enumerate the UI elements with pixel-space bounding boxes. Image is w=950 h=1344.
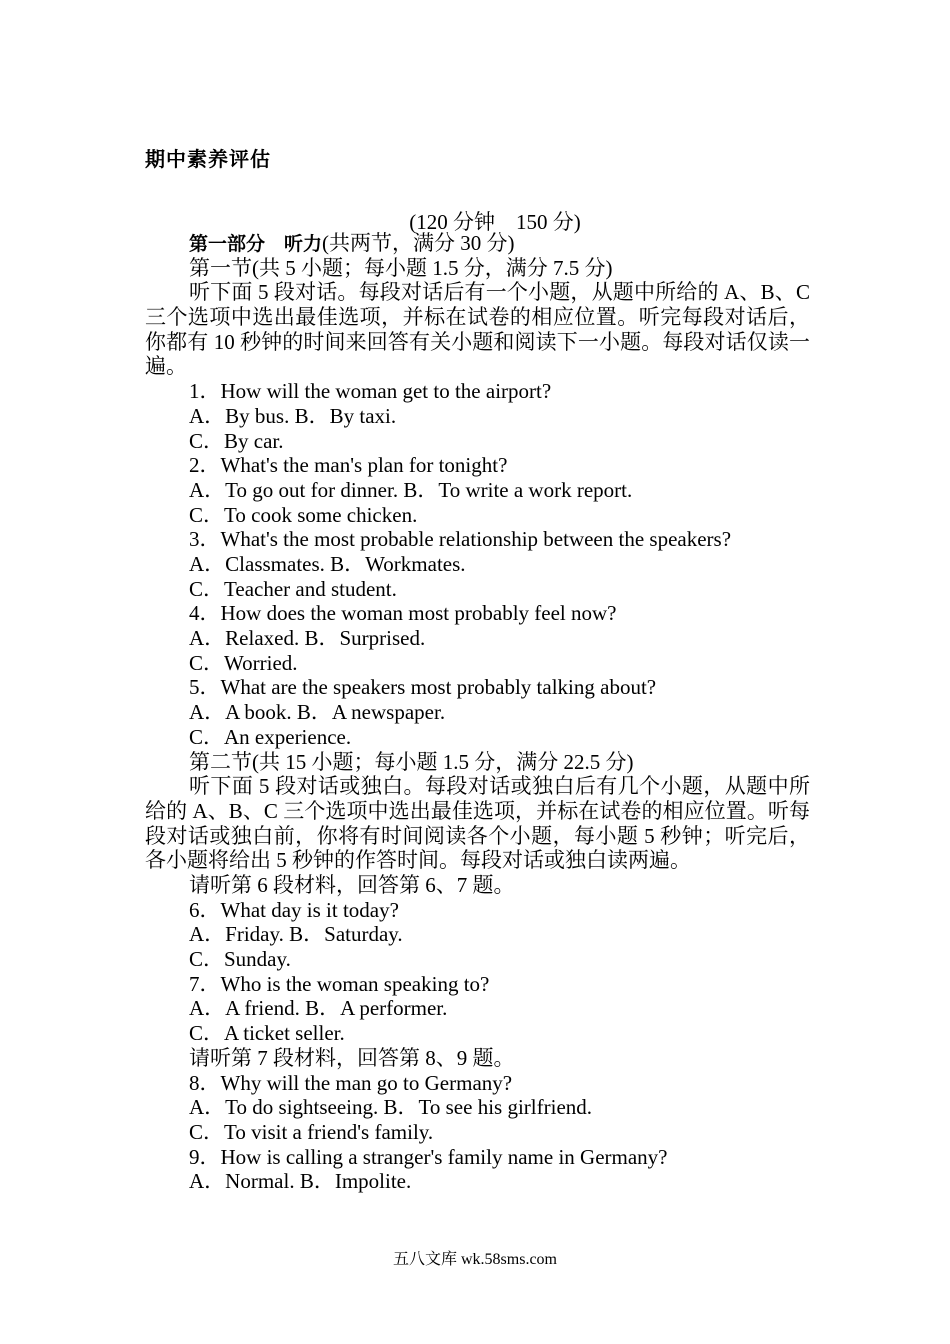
question-8-options-ab: A．To do sightseeing. B．To see his girlfriend. [189,1095,593,1120]
section1-instructions: 听下面 5 段对话。每段对话后有一个小题，从题中所给的 A、B、C 三个选项中选出最佳选项，并标在试卷的相应位置。听完每段对话后，你都有 10 秒钟的时间来回答有关小题和阅读下一小题。每段对话仅读一遍。 [145,280,810,379]
question-2-options-ab: A．To go out for dinner. B．To write a work report. [189,477,633,502]
material-7-note: 请听第 7 段材料，回答第 8、9 题。 [189,1045,515,1070]
section1-heading: 第一节(共 5 小题；每小题 1.5 分，满分 7.5 分) [189,255,613,280]
question-3: 3．What's the most probable relationship between the speakers? [189,527,732,552]
question-7: 7．Who is the woman speaking to? [189,971,490,996]
material-6-note: 请听第 6 段材料，回答第 6、7 题。 [189,873,515,897]
document-body [145,231,810,1194]
section2-instructions: 听下面 5 段对话或独白。每段对话或独白后有几个小题，从题中所给的 A、B、C 三个选项中选出最佳选项，并标在试卷的相应位置。听每段对话或独白前，你将有时间阅读各个小题，每小题 5 秒钟；听完后，各小题将给出 5 秒钟的作答时间。每段对话或独白读两遍。 [145,774,810,873]
part1-heading-bold: 第一部分 听力 [189,233,323,255]
document-title: 期中素养评估 [145,147,271,171]
question-6: 6．What day is it today? [189,897,399,922]
question-4-option-c: C．Worried. [189,650,298,675]
question-8-option-c: C．To visit a friend's family. [189,1119,434,1144]
question-5: 5．What are the speakers most probably talking about? [189,675,657,700]
question-3-options-ab: A．Classmates. B．Workmates. [189,552,466,576]
footer-watermark: 五八文库 wk.58sms.com [392,1251,557,1268]
question-6-options-ab: A．Friday. B．Saturday. [189,922,403,947]
question-6-option-c: C．Sunday. [189,947,291,972]
question-2-option-c: C．To cook some chicken. [189,502,418,527]
question-8: 8．Why will the man go to Germany? [189,1070,513,1095]
question-5-option-c: C．An experience. [189,724,352,749]
section2-heading: 第二节(共 15 小题；每小题 1.5 分，满分 22.5 分) [189,749,634,774]
question-5-options-ab: A．A book. B．A newspaper. [189,700,446,725]
question-9-options-ab: A．Normal. B．Impolite. [189,1169,412,1194]
question-9: 9．How is calling a stranger's family name in Germany? [189,1144,668,1169]
question-1-options-ab: A．By bus. B．By taxi. [189,403,397,428]
part1-heading [145,231,810,256]
question-7-option-c: C．A ticket seller. [189,1021,345,1046]
question-4-options-ab: A．Relaxed. B．Surprised. [189,626,426,651]
question-1: 1．How will the woman get to the airport? [189,379,552,404]
exam-meta: (120 分钟 150 分) [409,210,581,234]
question-1-option-c: C．By car. [189,428,284,453]
question-2: 2．What's the man's plan for tonight? [189,453,508,478]
question-3-option-c: C．Teacher and student. [189,576,397,601]
question-4: 4．How does the woman most probably feel now? [189,601,617,626]
question-7-options-ab: A．A friend. B．A performer. [189,996,448,1021]
part1-heading-rest: (共两节，满分 30 分) [322,231,515,255]
